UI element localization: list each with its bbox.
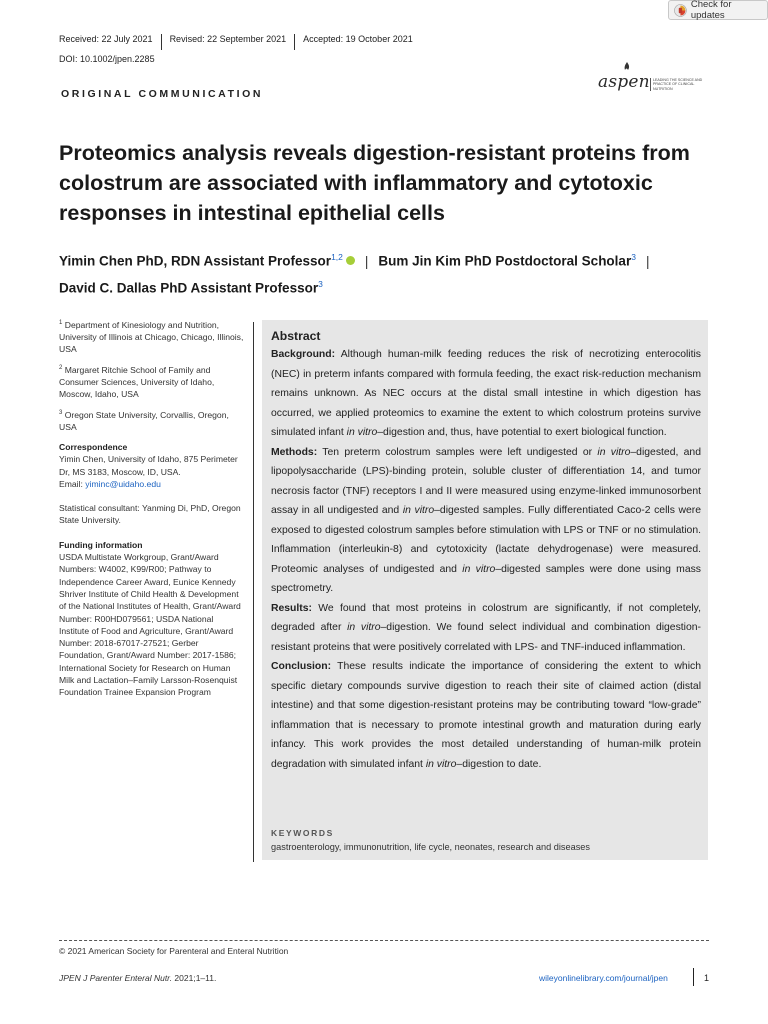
abstract-heading: Abstract	[271, 329, 321, 343]
received-date: Received: 22 July 2021	[59, 34, 153, 44]
abstract-body	[271, 328, 701, 774]
orcid-icon[interactable]	[346, 256, 355, 265]
logo-wordmark: aspen	[598, 72, 650, 92]
affiliation: $^3$ Oregon State University, Corvallis, Oregon, USA	[59, 409, 229, 432]
logo-tagline: LEADING THE SCIENCE AND PRACTICE OF CLINICAL NUTRITION	[650, 78, 713, 91]
author-separator: |	[645, 253, 650, 269]
correspondence-email: Email: yiminc@uidaho.edu	[59, 478, 161, 489]
abstract-results: Results: We found that most proteins in colostrum are significantly, if not completely, degraded after in vitro–digestion. We found select individual and combination digestion-resistant proteins that were positively correlated with LPS- and TNF-induced inflammation.	[271, 602, 701, 653]
statistical-consultant: Statistical consultant: Yanming Di, PhD, Oregon State University.	[59, 503, 241, 526]
page-number: 1	[704, 973, 710, 983]
column-divider	[253, 322, 254, 862]
author-name[interactable]: Yimin Chen PhD, RDN Assistant Professor	[59, 253, 332, 269]
correspondence-heading: Correspondence	[59, 441, 128, 452]
abstract-box	[262, 320, 708, 860]
email-link[interactable]: yiminc@uidaho.edu	[85, 478, 161, 489]
aspen-logo	[598, 62, 710, 98]
funding-heading: Funding information	[59, 539, 143, 550]
doi: DOI: 10.1002/jpen.2285	[59, 54, 155, 64]
keywords-heading: KEYWORDS	[271, 828, 334, 838]
journal-url-link[interactable]: wileyonlinelibrary.com/journal/jpen	[539, 973, 668, 983]
journal-citation: JPEN J Parenter Enteral Nutr. 2021;1–11.	[59, 973, 217, 983]
author-separator: |	[364, 253, 369, 269]
copyright: © 2021 American Society for Parenteral and Enteral Nutrition	[59, 946, 289, 956]
author-list	[59, 246, 729, 299]
affiliation-ref[interactable]: 3	[631, 252, 636, 262]
revised-date: Revised: 22 September 2021	[169, 34, 287, 44]
page-divider	[693, 968, 694, 986]
check-updates-label: Check for updates	[690, 0, 732, 21]
abstract-conclusion: Conclusion: These results indicate the importance of considering the extent to which specific dietary compounds survive digestion to reach their site of claimed action (distal intestine) and that some digestion-resistant proteins may be contributing toward “low-grade” inflammation that is necessary to promote intestinal growth and maturation during early infancy. This work provides the most detailed understanding of human-milk protein degradation with simulated infant in vitro–digestion to date.	[271, 661, 701, 770]
affiliation-ref[interactable]: 1,2	[331, 252, 343, 262]
author-name[interactable]: David C. Dallas PhD Assistant Professor	[59, 280, 319, 295]
article-type: ORIGINAL COMMUNICATION	[61, 88, 264, 100]
correspondence-address: Yimin Chen, University of Idaho, 875 Perimeter Dr, MS 3183, Moscow, ID, USA.	[59, 454, 238, 477]
abstract-methods: Methods: Ten preterm colostrum samples were left undigested or in vitro–digested, and lipopolysaccharide (LPS)-binding protein, soluble cluster of differentiation 14, and tumor necrosis factor (TNF) receptors I and II were measured using enzyme-linked immunosorbent assay in all undigested and in vitro–digested samples. Fully differentiated Caco-2 cells were exposed to digested colostrum samples before stimulation with LPS or TNF or no stimulation. Inflammation (interleukin-8) and cytotoxicity (lactate dehydrogenase) were measured. Proteomic analyses of undigested and in vitro–digested samples were done using mass spectrometry.	[271, 446, 702, 594]
check-updates-icon	[674, 4, 687, 17]
abstract-background: Background: Although human-milk feeding reduces the risk of necrotizing enterocolitis (NEC) in preterm infants compared with formula feeding, the exact risk-reduction mechanism remains unknown. As NEC occurs at the distal small intestine in which digestion has occurred, we applied proteomics to examine the extent to which colostrum proteins survive simulated infant in vitro–digestion and, thus, have potential to exert biological function.	[271, 349, 701, 438]
article-info-column	[59, 317, 245, 705]
affiliation: $^2$ Margaret Ritchie School of Family and Consumer Sciences, University of Idaho, Moscow, Idaho, USA	[59, 364, 215, 400]
affiliation-ref[interactable]: 3	[318, 278, 323, 289]
article-title: Proteomics analysis reveals digestion-resistant proteins from colostrum are associated with inflammatory and cytotoxic responses in intestinal epithelial cells	[59, 141, 690, 225]
author-name[interactable]: Bum Jin Kim PhD Postdoctoral Scholar	[378, 253, 632, 269]
accepted-date: Accepted: 19 October 2021	[303, 34, 413, 44]
keywords-list: gastroenterology, immunonutrition, life cycle, neonates, research and diseases	[271, 842, 591, 852]
footer-divider	[59, 940, 709, 941]
funding-text: USDA Multistate Workgroup, Grant/Award Numbers: W4002, K99/R00; Pathway to Independence Career Award, Eunice Kennedy Shriver Institute of Child Health & Development of the National Institutes of Health, Grant/Award Number: R00HD079561; USDA National Institute of Food and Agriculture, Grant/Award Number: 2018-67017-27521; Gerber Foundation, Grant/Award Number: 2017-1586; International Society for Research on Human Milk and Lactation–Family Larsson-Rosenquist Foundation Trainee Expansion Program	[59, 552, 241, 698]
article-dates	[59, 34, 421, 50]
check-for-updates-button[interactable]	[668, 0, 768, 20]
affiliation: $^1$ Department of Kinesiology and Nutrition, University of Illinois at Chicago, Chicago, Illinois, USA	[59, 319, 244, 355]
